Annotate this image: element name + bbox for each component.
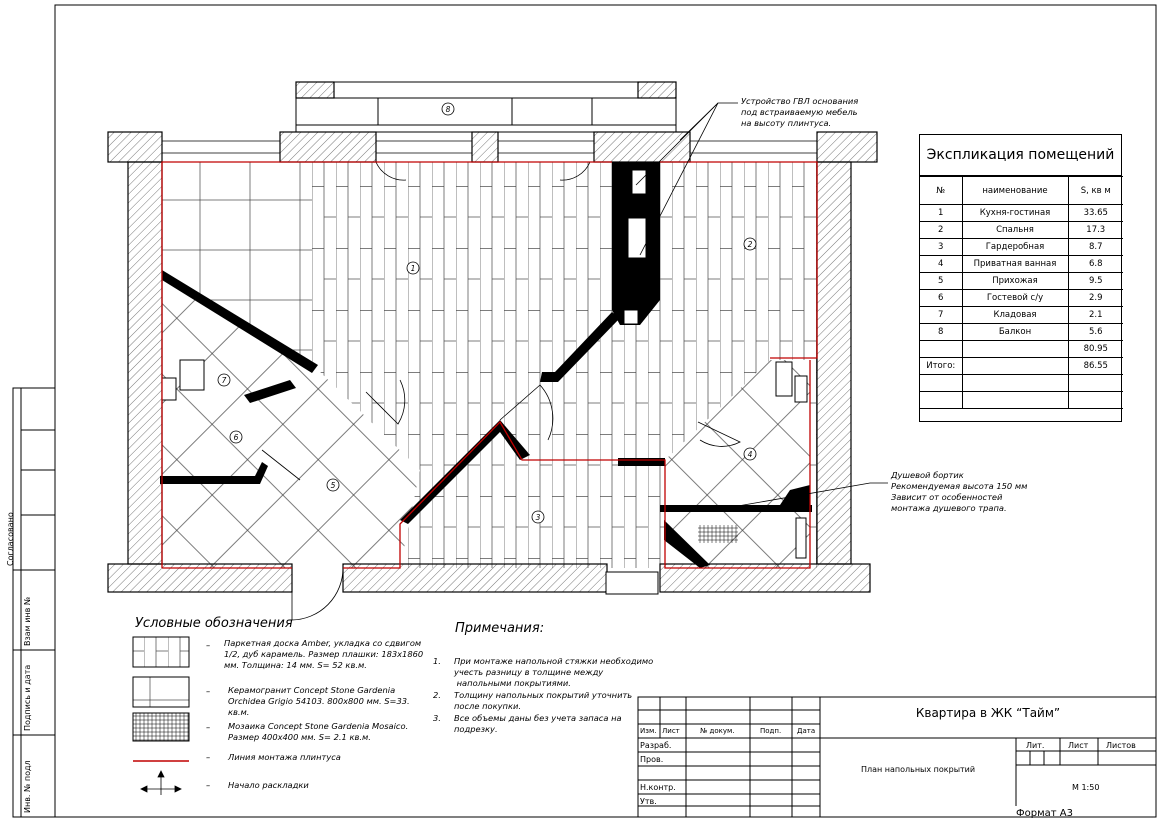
explication-row — [920, 324, 1123, 341]
side-inv-original: Инв. № подл — [23, 760, 32, 813]
notes-title: Примечания: — [455, 621, 545, 636]
explication-title: Экспликация помещений — [920, 135, 1121, 176]
row-num: Итого: — [920, 358, 962, 375]
row-area: 6.8 — [1068, 256, 1123, 273]
row-num — [920, 375, 962, 392]
room-label-6: 6 — [233, 433, 239, 442]
room-label-1: 1 — [410, 264, 416, 273]
row-area: 86.55 — [1068, 358, 1123, 375]
row-name: Прихожая — [962, 273, 1068, 290]
explication-row — [920, 222, 1123, 239]
explication-row — [920, 239, 1123, 256]
explication-row — [920, 341, 1123, 358]
room-label-7: 7 — [221, 376, 227, 385]
col-header-num: № — [920, 177, 962, 205]
row-area: 5.6 — [1068, 324, 1123, 341]
row-name: Кладовая — [962, 307, 1068, 324]
row-area: 2.1 — [1068, 307, 1123, 324]
row-num: 8 — [920, 324, 962, 341]
gvl-callout: Устройство ГВЛ основания под встраиваемую мебель на высоту плинтуса. — [741, 96, 859, 128]
row-name — [962, 392, 1068, 409]
room-label-8: 8 — [445, 105, 451, 114]
explication-table — [919, 134, 1122, 422]
row-area: 17.3 — [1068, 222, 1123, 239]
row-num: 5 — [920, 273, 962, 290]
explication-row — [920, 290, 1123, 307]
balcony — [296, 82, 676, 132]
note-2: Толщину напольных покрытий уточнить после покупки. — [454, 690, 633, 711]
explication-row — [920, 307, 1123, 324]
row-area: 80.95 — [1068, 341, 1123, 358]
explication-header-row — [920, 177, 1123, 205]
explication-row — [920, 256, 1123, 273]
row-num — [920, 392, 962, 409]
legend-item-start: Начало раскладки — [228, 780, 309, 790]
col-header-area: S, кв м — [1068, 177, 1123, 205]
row-name: Гостевой с/у — [962, 290, 1068, 307]
legend-title: Условные обозначения — [135, 616, 293, 631]
sheet-title: План напольных покрытий — [860, 765, 976, 774]
shower-callout: Душевой бортик Рекомендуемая высота 150 мм Зависит от особенностей монтажа душевого трапа. — [891, 470, 1028, 513]
row-area: 2.9 — [1068, 290, 1123, 307]
row-name — [962, 358, 1068, 375]
side-sign-date: Подпись и дата — [23, 664, 32, 731]
row-num: 6 — [920, 290, 962, 307]
row-name: Гардеробная — [962, 239, 1068, 256]
format: Формат А3 — [1016, 808, 1073, 819]
scale: М 1:50 — [1072, 783, 1100, 792]
side-agreed: Согласовано — [6, 512, 15, 566]
row-name: Балкон — [962, 324, 1068, 341]
project-name: Квартира в ЖК “Тайм” — [915, 706, 1061, 720]
col-header-name: наименование — [962, 177, 1068, 205]
row-num: 3 — [920, 239, 962, 256]
explication-row — [920, 358, 1123, 375]
row-area — [1068, 375, 1123, 392]
row-num: 1 — [920, 205, 962, 222]
legend-start-swatch — [141, 771, 181, 795]
legend-item-plinth: Линия монтажа плинтуса — [228, 752, 341, 762]
explication-row — [920, 205, 1123, 222]
legend-item-mosaic: Мозаика Concept Stone Gardenia Mosaico. Размер 400х400 мм. S= 2.1 кв.м. — [228, 721, 409, 742]
legend-item-tile: Керамогранит Concept Stone Gardenia Orchidea Grigio 54103. 800х800 мм. S=33. кв.м. — [228, 685, 410, 717]
side-replace-inv: Взам инв № — [23, 596, 32, 646]
row-name — [962, 341, 1068, 358]
room-label-3: 3 — [535, 513, 541, 522]
side-strip-frame — [13, 388, 55, 817]
note-1: При монтаже напольной стяжки необходимо учесть разницу в толщине между напольными покрытиями. — [454, 656, 654, 688]
row-name: Кухня-гостиная — [962, 205, 1068, 222]
row-area: 33.65 — [1068, 205, 1123, 222]
explication-row — [920, 375, 1123, 392]
room-label-5: 5 — [330, 481, 336, 490]
row-area — [1068, 392, 1123, 409]
explication-row — [920, 273, 1123, 290]
legend-parquet-swatch — [133, 637, 189, 667]
row-num: 4 — [920, 256, 962, 273]
row-num — [920, 341, 962, 358]
room-label-4: 4 — [747, 450, 753, 459]
row-num: 7 — [920, 307, 962, 324]
row-name: Приватная ванная — [962, 256, 1068, 273]
legend-item-parquet: Паркетная доска Amber, укладка со сдвигом 1/2, дуб карамель. Размер плашки: 183х1860 мм. Толщина: 14 мм. S= 52 кв.м. — [224, 638, 424, 670]
row-num: 2 — [920, 222, 962, 239]
row-area: 8.7 — [1068, 239, 1123, 256]
shower-mosaic — [698, 525, 738, 543]
legend-mosaic-swatch — [133, 713, 189, 741]
row-name: Спальня — [962, 222, 1068, 239]
legend-tile-swatch — [133, 677, 189, 707]
note-3: Все объемы даны без учета запаса на подрезку. — [454, 713, 622, 734]
room-label-2: 2 — [747, 240, 753, 249]
row-name — [962, 375, 1068, 392]
row-area: 9.5 — [1068, 273, 1123, 290]
explication-row — [920, 392, 1123, 409]
